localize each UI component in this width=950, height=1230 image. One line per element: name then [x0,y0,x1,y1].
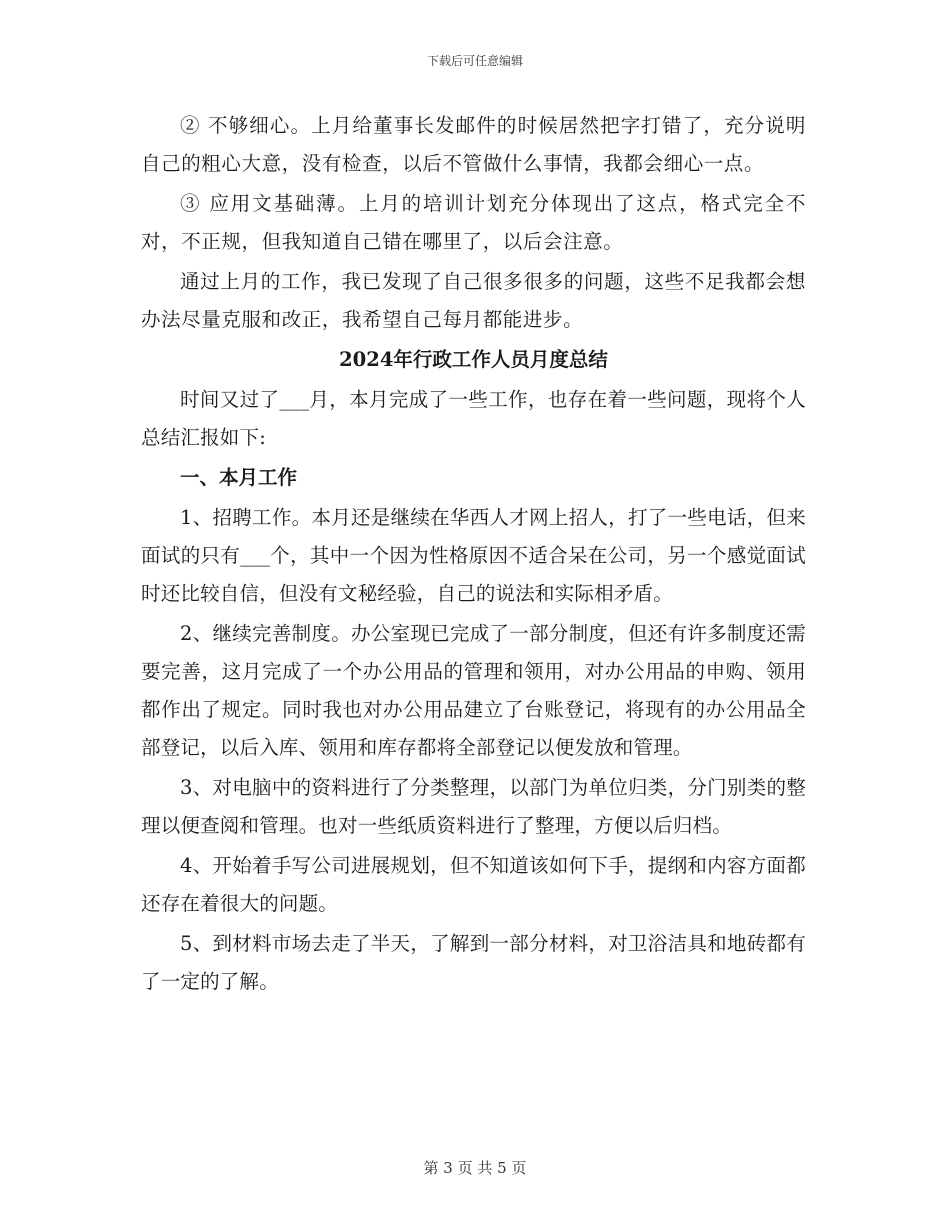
page-header: 下载后可任意编辑 [426,54,523,68]
page-number: 第 3 页 共 5 页 [423,1159,527,1177]
document-title: 2024年行政工作人员月度总结 [339,348,608,371]
list-item-recruitment: 1、招聘工作。本月还是继续在华西人才网上招人，打了一些电话，但来面试的只有___个，其中一个因为性格原因不适合呆在公司，另一个感觉面试时还比较自信，但没有文秘经验，自己的说法和实际相矛盾。 [141,506,806,605]
paragraph-carelessness: ② 不够细心。上月给董事长发邮件的时候居然把字打错了，充分说明自己的粗心大意，没有检查，以后不管做什么事情，我都会细心一点。 [141,114,806,175]
section-heading: 一、本月工作 [180,466,298,489]
list-item-planning: 4、开始着手写公司进展规划，但不知道该如何下手，提纲和内容方面都还存在着很大的问题。 [141,854,806,915]
document-body [141,107,806,1003]
paragraph-writing-basics: ③ 应用文基础薄。上月的培训计划充分体现出了这点，格式完全不对，不正规，但我知道自己错在哪里了，以后会注意。 [141,192,806,253]
list-item-regulations: 2、继续完善制度。办公室现已完成了一部分制度，但还有许多制度还需要完善，这月完成了一个办公用品的管理和领用，对办公用品的申购、领用都作出了规定。同时我也对办公用品建立了台账登记，将现有的办公用品全部登记，以后入库、领用和库存都将全部登记以便发放和管理。 [141,622,806,759]
paragraph-summary: 通过上月的工作，我已发现了自己很多很多的问题，这些不足我都会想办法尽量克服和改正，我希望自己每月都能进步。 [141,270,806,331]
list-item-file-organization: 3、对电脑中的资料进行了分类整理，以部门为单位归类，分门别类的整理以便查阅和管理。也对一些纸质资料进行了整理，方便以后归档。 [141,776,806,837]
list-item-materials-market: 5、到材料市场去走了半天，了解到一部分材料，对卫浴洁具和地砖都有了一定的了解。 [141,932,806,993]
paragraph-intro: 时间又过了___月，本月完成了一些工作，也存在着一些问题，现将个人总结汇报如下: [141,388,806,449]
